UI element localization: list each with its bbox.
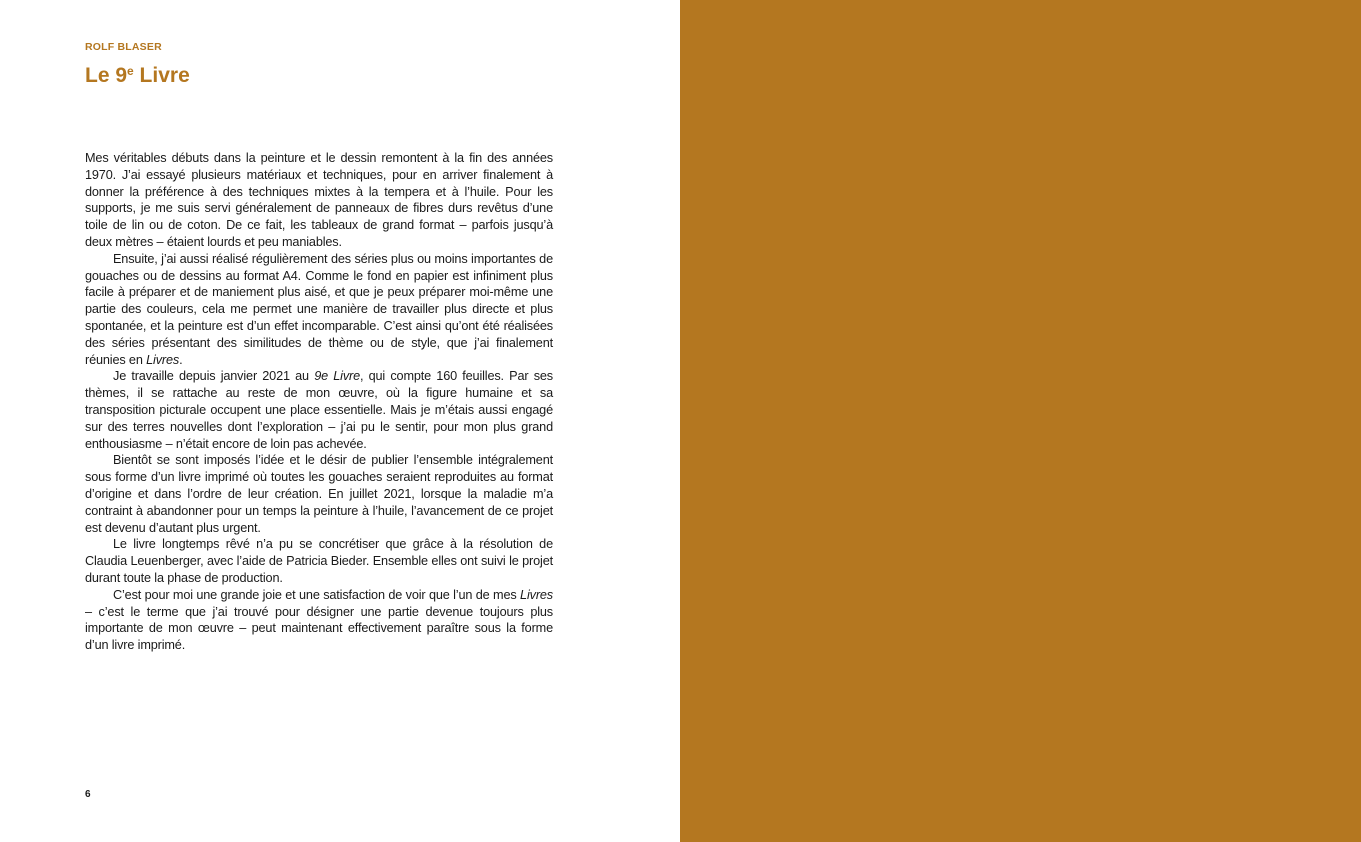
author-name: ROLF BLASER bbox=[85, 41, 162, 53]
text-segment: Mes véritables débuts dans la peinture et le dessin remontent à la fin des années 1970. J’ai essayé plusieurs matériaux et techniques, pour en arriver finalement à donner la préférence à des techniques mixtes à la tempera et à l’huile. Pour les supports, je me suis servi généralement de panneaux de fibres durs revêtus d’une toile de lin ou de coton. De ce fait, les tableaux de grand format – parfois jusqu’à deux mètres – étaient lourds et peu maniables. bbox=[85, 151, 553, 249]
paragraph-5 bbox=[85, 536, 553, 586]
text-segment: . bbox=[179, 352, 183, 367]
paragraph-6 bbox=[85, 587, 553, 654]
text-segment: Je travaille depuis janvier 2021 au bbox=[113, 369, 315, 384]
italic-term: Livres bbox=[520, 587, 553, 602]
page-title bbox=[85, 64, 190, 88]
right-page-color-fill bbox=[680, 0, 1361, 842]
italic-term: 9e Livre bbox=[314, 369, 360, 384]
text-segment: , qui compte 160 feuilles. Par ses thèmes, il se rattache au reste de mon œuvre, où la figure humaine et sa transposition picturale occupent une place essentielle. Mais je m’étais aussi engagé sur des terres nouvelles dont l’exploration – j’ai pu le sentir, pour mon plus grand enthousiasme – n’était encore de loin pas achevée. bbox=[85, 369, 554, 451]
title-suffix: Livre bbox=[133, 64, 190, 87]
text-segment: Ensuite, j’ai aussi réalisé régulièrement des séries plus ou moins importantes de gouaches ou de dessins au format A4. Comme le fond en papier est infiniment plus facile à préparer et de maniement plus aisé, et que je peux préparer moi-même une partie des couleurs, cela me permet une manière de travailler plus directe et plus spontanée, et la peinture est d’un effet incomparable. C’est ainsi qu’ont été réalisées des séries présentant des similitudes de thème ou de style, que j’ai finalement réunies en bbox=[85, 251, 553, 367]
italic-term: Livres bbox=[146, 352, 180, 367]
paragraph-1 bbox=[85, 150, 553, 251]
title-superscript: e bbox=[127, 64, 134, 78]
text-segment: C’est pour moi une grande joie et une satisfaction de voir que l’un de mes bbox=[113, 587, 521, 602]
text-segment: Bientôt se sont imposés l’idée et le désir de publier l’ensemble intégralement sous forme d’un livre imprimé où toutes les gouaches seraient reproduites au format d’origine et dans l’ordre de leur création. En juillet 2021, lorsque la maladie m’a contraint à abandonner pour un temps la peinture à l’huile, l’avancement de ce projet est devenu d’autant plus urgent. bbox=[85, 453, 553, 535]
text-segment: Le livre longtemps rêvé n’a pu se concrétiser que grâce à la résolution de Claudia Leuenberger, avec l’aide de Patricia Bieder. Ensemble elles ont suivi le projet durant toute la phase de production. bbox=[85, 537, 553, 585]
title-prefix: Le 9 bbox=[85, 64, 128, 87]
page-number: 6 bbox=[85, 789, 91, 800]
left-page bbox=[0, 0, 680, 842]
text-segment: – c’est le terme que j’ai trouvé pour désigner une partie devenue toujours plus importante de mon œuvre – peut maintenant effectivement paraître sous la forme d’un livre imprimé. bbox=[85, 604, 553, 653]
paragraph-4 bbox=[85, 452, 553, 536]
paragraph-2 bbox=[85, 251, 553, 369]
body-text bbox=[85, 150, 553, 654]
paragraph-3 bbox=[85, 368, 553, 452]
